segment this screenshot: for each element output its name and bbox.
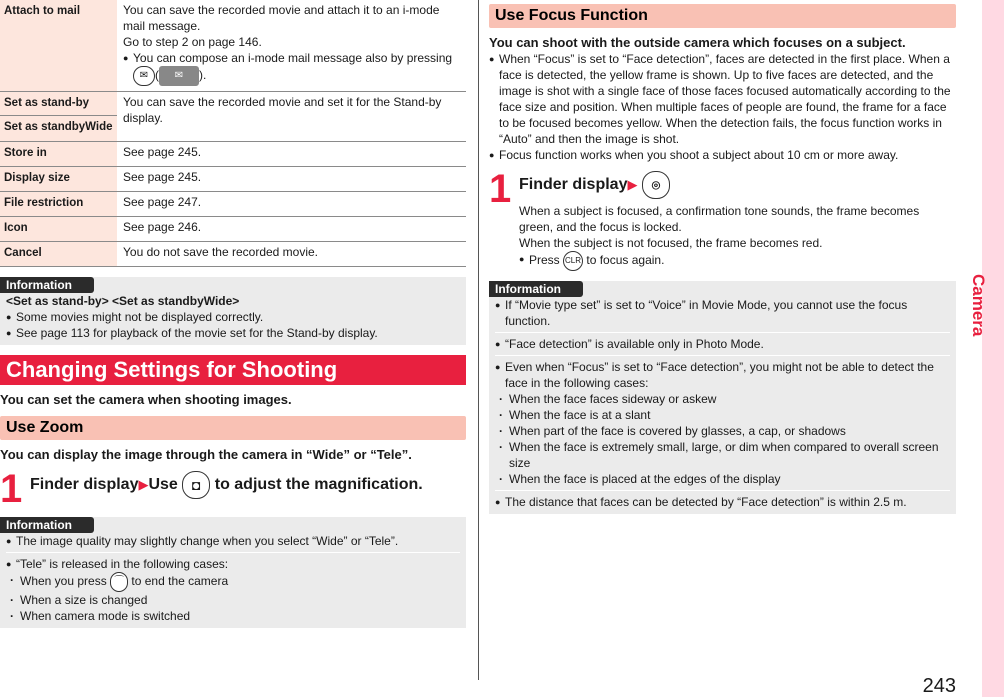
focus-heading: Use Focus Function: [489, 4, 956, 28]
zoom-step: [0, 467, 466, 511]
option-key: Store in: [0, 142, 117, 167]
arrow-icon: ▶: [627, 177, 638, 193]
step-body: When a subject is focused, a confirmation tone sounds, the frame becomes green, and the focus is locked. When the subject is not focused, the frame becomes red. ● Press CLR to focus again.: [519, 203, 956, 271]
option-key-group: [0, 92, 117, 142]
option-key: Set as stand-by: [0, 92, 117, 116]
option-desc: You can save the recorded movie and set it for the Stand-by display.: [117, 92, 466, 142]
info-subitem: · When the face is at a slant: [495, 407, 950, 423]
divider: [495, 332, 950, 333]
info-bullet: ● The distance that faces can be detected by “Face detection” is within 2.5 m.: [495, 494, 950, 510]
step-bullet: ● Press CLR to focus again.: [519, 251, 956, 271]
mail-key-icon: ✉: [133, 66, 155, 86]
option-key: File restriction: [0, 192, 117, 217]
info-subitem: · When the face faces sideway or askew: [495, 391, 950, 407]
side-tab: [969, 0, 1004, 697]
camera-key-icon: ⌾: [642, 171, 670, 199]
table-row: [0, 0, 466, 92]
option-desc: [117, 0, 466, 92]
info-subitem: · When the face is extremely small, large, or dim when compared to overall screen size: [495, 439, 950, 471]
info-subitem: · When you press ⌒ to end the camera: [6, 572, 460, 592]
information-tab: Information: [0, 517, 94, 533]
info-subitem: · When camera mode is switched: [6, 608, 460, 624]
option-desc: See page 245.: [117, 167, 466, 192]
nav-key-icon: ◘: [182, 471, 210, 499]
info-subitem: · When the face is placed at the edges of the display: [495, 471, 950, 487]
info-bullet: ● “Tele” is released in the following cases:: [6, 556, 460, 572]
clr-key-icon: CLR: [563, 251, 583, 271]
focus-bullet: ● Focus function works when you shoot a subject about 10 cm or more away.: [489, 147, 956, 163]
step-title: Finder display▶Use ◘ to adjust the magnification.: [30, 471, 466, 499]
info-bullet: ● “Face detection” is available only in Photo Mode.: [495, 336, 950, 352]
focus-lead: You can shoot with the outside camera which focuses on a subject.: [489, 35, 906, 50]
divider: [495, 355, 950, 356]
right-column: [489, 0, 956, 514]
table-row: [0, 192, 466, 217]
option-key: Icon: [0, 217, 117, 242]
focus-bullet: ● When “Focus” is set to “Face detection”, faces are detected in the first place. When a face is detected, the yellow frame is shown. Up to five faces are detected, and the image is shot with a single face of those faces focused automatically according to the face size and position. When multiple faces of people are found, the frame for a face to be focused becomes yellow. When the detection fails, the focus function works in “Auto” and then the image is shot.: [489, 51, 956, 147]
column-divider: [478, 0, 479, 680]
page-number: 243: [922, 675, 956, 697]
info-bullet: ● The image quality may slightly change when you select “Wide” or “Tele”.: [6, 533, 460, 549]
information-tab: Information: [489, 281, 583, 297]
option-text: Go to step 2 on page 146.: [123, 35, 262, 49]
information-box: [0, 517, 466, 628]
mail-softkey-icon: ✉: [159, 66, 199, 86]
step-number: 1: [489, 167, 512, 211]
option-desc: You do not save the recorded movie.: [117, 242, 466, 267]
option-bullet: ● You can compose an i-mode mail message also by pressing ✉ ( ✉ ).: [123, 50, 462, 86]
info-subitem: · When part of the face is covered by glasses, a cap, or shadows: [495, 423, 950, 439]
chapter-label: Camera: [969, 274, 988, 337]
option-desc: See page 247.: [117, 192, 466, 217]
left-column: [0, 0, 466, 628]
table-row: [0, 242, 466, 267]
option-key: Attach to mail: [0, 0, 117, 92]
option-key: Display size: [0, 167, 117, 192]
information-tab: Information: [0, 277, 94, 293]
info-subitem: · When a size is changed: [6, 592, 460, 608]
table-row: [0, 142, 466, 167]
information-box: [489, 281, 956, 514]
information-box: [0, 277, 466, 345]
section-heading: Changing Settings for Shooting: [0, 355, 466, 385]
info-bullet: ● If “Movie type set” is set to “Voice” in Movie Mode, you cannot use the focus function.: [495, 297, 950, 329]
info-bullet: ● Even when “Focus” is set to “Face detection”, you might not be able to detect the face in the following cases:: [495, 359, 950, 391]
section-lead: You can set the camera when shooting images.: [0, 392, 292, 407]
info-title: <Set as stand-by> <Set as standbyWide>: [6, 294, 240, 308]
zoom-lead: You can display the image through the camera in “Wide” or “Tele”.: [0, 447, 412, 462]
focus-step: [489, 167, 956, 271]
option-key: Cancel: [0, 242, 117, 267]
option-text: You can save the recorded movie and attach it to an i-mode mail message.: [123, 3, 440, 33]
option-desc: See page 245.: [117, 142, 466, 167]
table-row: [0, 167, 466, 192]
step-title: Finder display▶ ⌾: [519, 171, 956, 199]
option-desc: See page 246.: [117, 217, 466, 242]
option-table: [0, 0, 466, 267]
info-bullet: ● Some movies might not be displayed correctly.: [6, 309, 460, 325]
zoom-heading: Use Zoom: [0, 416, 466, 440]
divider: [6, 552, 460, 553]
info-bullet: ● See page 113 for playback of the movie set for the Stand-by display.: [6, 325, 460, 341]
arrow-icon: ▶: [138, 477, 149, 493]
end-key-icon: ⌒: [110, 572, 128, 592]
table-row: [0, 217, 466, 242]
option-key: Set as standbyWide: [4, 121, 113, 133]
table-row: [0, 92, 466, 142]
divider: [495, 490, 950, 491]
step-number: 1: [0, 467, 23, 511]
